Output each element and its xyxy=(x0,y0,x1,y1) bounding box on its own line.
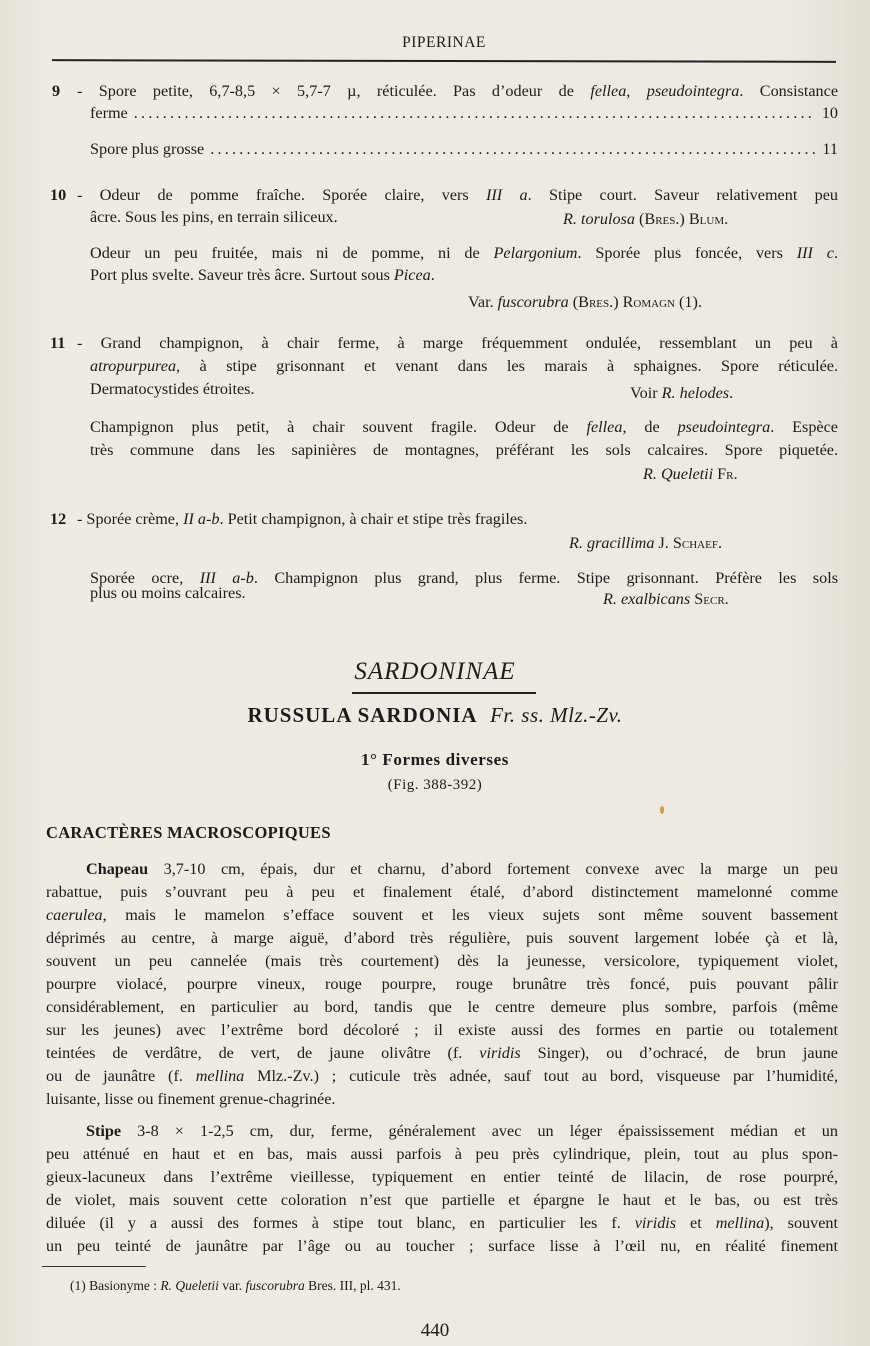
text: 3-8 × 1-2,5 cm, dur, ferme, généralement avec un léger épaississement médian et un xyxy=(121,1122,838,1140)
ref-helodes xyxy=(630,382,733,404)
couplet-9-line-1 xyxy=(77,80,838,102)
text: Var. xyxy=(468,293,498,311)
taxon: Picea xyxy=(393,266,431,284)
text: Champignon plus petit, à chair souvent fragile. Odeur de xyxy=(90,418,587,436)
footnote-rule xyxy=(42,1266,146,1267)
couplet-10-alt-line-2 xyxy=(90,264,435,286)
text: III c xyxy=(796,244,834,262)
taxon: R. Queletii xyxy=(643,465,714,483)
text: III a xyxy=(486,186,528,204)
taxon: fuscorubra xyxy=(497,293,569,311)
chapeau-line-2: rabattue, puis s’ouvrant peu à peu et finalement étalé, d’abord distinctement mamelonné comme xyxy=(46,883,838,901)
text: ferme xyxy=(90,104,128,122)
taxon: mellina xyxy=(715,1214,765,1232)
section-title: SARDONINAE xyxy=(354,658,516,685)
taxon: atropurpurea xyxy=(90,357,177,375)
taxon-fuscorubra xyxy=(468,291,702,313)
couplet-12-line-1 xyxy=(77,508,527,530)
text: var. xyxy=(218,1278,246,1293)
taxon-torulosa xyxy=(563,208,728,230)
couplet-11-line-2 xyxy=(90,355,838,377)
text: . Sporée plus foncée, vers xyxy=(577,244,797,262)
chapeau-line-9 xyxy=(46,1042,838,1064)
text: , mais le mamelon s’efface souvent et les vieux sujets sont même souvent bassement xyxy=(102,906,838,924)
footnote xyxy=(70,1278,401,1294)
chapeau-line-1 xyxy=(86,858,838,880)
header-rule xyxy=(52,59,836,63)
chapeau-line-6: pourpre violacé, pourpre vineux, rouge pourpre, rouge brunâtre très foncé, puis pouvant pâlir xyxy=(46,975,838,993)
taxon: pseudointegra xyxy=(646,82,740,100)
couplet-11-line-1: - Grand champignon, à chair ferme, à marge fréquemment ondulée, ressemblant un peu à xyxy=(77,334,838,352)
couplet-9-alt xyxy=(90,138,838,160)
text: ou de jaunâtre (f. xyxy=(46,1067,196,1085)
text: Spore plus grosse xyxy=(90,140,205,158)
text: et xyxy=(676,1214,716,1232)
text: . xyxy=(729,384,734,402)
text: Odeur un peu fruitée, mais ni de pomme, ni de xyxy=(90,244,494,262)
taxon-queletii xyxy=(643,463,738,485)
text: diluée (il y a aussi des formes à stipe tout blanc, en particulier les f. xyxy=(46,1214,635,1232)
stipe-line-6: un peu teinté de jaunâtre par l’âge ou au toucher ; surface lisse à l’œil nu, en réalité finement xyxy=(46,1237,838,1255)
leader-dots xyxy=(134,102,816,124)
text: . Stipe court. Saveur relativement peu xyxy=(527,186,839,204)
stipe-label: Stipe xyxy=(86,1122,122,1140)
text: , de xyxy=(622,418,678,436)
taxon: fuscorubra xyxy=(245,1278,305,1293)
text: Mlz.-Zv.) ; cuticule très adnée, sauf tout au bord, visqueuse par l’humidité, xyxy=(244,1067,839,1085)
chapeau-line-5: souvent un peu cannelée (mais très courtement) dès la jeunesse, versicolore, typiquement violet, xyxy=(46,952,838,970)
text: 3,7-10 cm, épais, dur et charnu, d’abord fortement convexe avec la marge un peu xyxy=(148,860,838,878)
chapeau-line-7: considérablement, en particulier au bord, tandis que le centre demeure plus sombre, parfois (même xyxy=(46,998,838,1016)
author: J. Schaef. xyxy=(654,534,722,552)
taxon: R. helodes xyxy=(661,384,730,402)
text: - Spore petite, 6,7-8,5 × 5,7-7 µ, réticulée. Pas d’odeur de xyxy=(77,82,591,100)
species-name: RUSSULA SARDONIA xyxy=(247,703,478,727)
stipe-line-2: peu atténué en haut et en bas, mais aussi parfois à peu près cylindrique, plein, tout au plus spon- xyxy=(46,1145,838,1163)
species-heading xyxy=(0,703,870,728)
taxon: R. Queletii xyxy=(160,1278,219,1293)
running-head: PIPERINAE xyxy=(402,34,486,51)
text: teintées de verdâtre, de vert, de jaune olivâtre (f. xyxy=(46,1044,480,1062)
chapeau-line-3 xyxy=(46,904,838,926)
taxon: Pelargonium xyxy=(493,244,578,262)
text: . Petit champignon, à chair et stipe très fragiles. xyxy=(219,510,528,528)
taxon-exalbicans xyxy=(603,588,729,610)
text: Port plus svelte. Saveur très âcre. Surtout sous xyxy=(90,266,394,284)
couplet-11-line-3: Dermatocystides étroites. xyxy=(90,380,255,398)
taxon: viridis xyxy=(479,1044,521,1062)
figure-reference[interactable]: (Fig. 388-392) xyxy=(387,777,483,793)
couplet-number-12: 12 xyxy=(50,510,67,528)
macro-heading: CARACTÈRES MACROSCOPIQUES xyxy=(46,823,331,842)
couplet-link-11[interactable]: 11 xyxy=(822,140,838,158)
couplet-9-line-2 xyxy=(90,102,838,124)
author: (Bres.) Romagn xyxy=(568,293,675,311)
author: (Bres.) xyxy=(634,210,689,228)
couplet-12-alt-line-2: plus ou moins calcaires. xyxy=(90,584,246,602)
couplet-link-10[interactable]: 10 xyxy=(821,104,838,122)
text: Singer), ou d’ochracé, de brun jaune xyxy=(520,1044,838,1062)
species-author: Fr. ss. Mlz.-Zv. xyxy=(490,703,623,727)
chapeau-line-8: sur les jeunes) avec l’extrême bord décoloré ; il existe aussi des formes en partie ou totalement xyxy=(46,1021,838,1039)
taxon: caerulea xyxy=(46,906,103,924)
couplet-number-11: 11 xyxy=(50,334,66,352)
taxon: R. torulosa xyxy=(563,210,635,228)
paper-stain xyxy=(660,806,664,814)
couplet-10-line-1 xyxy=(77,184,838,206)
text: . xyxy=(833,244,839,262)
text: . xyxy=(430,266,435,284)
author: Secr. xyxy=(690,590,729,608)
taxon: fellea xyxy=(590,82,627,100)
stipe-line-4: de violet, mais souvent cette coloration n’est que partielle et épargne le haut et le bas, ou est très xyxy=(46,1191,838,1209)
text: . Espèce xyxy=(770,418,838,436)
taxon: pseudointegra xyxy=(677,418,771,436)
text: . Consistance xyxy=(739,82,839,100)
text: ), souvent xyxy=(764,1214,839,1232)
text: , xyxy=(626,82,647,100)
chapeau-line-10 xyxy=(46,1065,838,1087)
text: II a-b xyxy=(183,510,220,528)
couplet-10-line-2: âcre. Sous les pins, en terrain siliceux. xyxy=(90,208,338,226)
stipe-line-3: gieux-lacuneux dans l’extrême vieillesse, typiquement en entier teinté de lilacin, de rose pourpré, xyxy=(46,1168,838,1186)
taxon: R. exalbicans xyxy=(603,590,691,608)
taxon: fellea xyxy=(586,418,623,436)
author: Fr. xyxy=(713,465,738,483)
section-rule xyxy=(352,692,536,694)
couplet-number-10: 10 xyxy=(50,186,67,204)
text: (1) Basionyme : xyxy=(70,1278,161,1293)
couplet-10-alt-line-1 xyxy=(90,242,838,264)
stipe-line-1 xyxy=(86,1120,838,1142)
taxon-gracillima xyxy=(569,532,722,554)
text: . Champignon plus grand, plus ferme. Stipe grisonnant. Préfère les sols xyxy=(253,569,838,587)
page-number: 440 xyxy=(420,1320,450,1341)
text: - Sporée crème, xyxy=(77,510,184,528)
text: Bres. III, pl. 431. xyxy=(304,1278,401,1293)
text: Sporée ocre, xyxy=(90,569,200,587)
leader-dots xyxy=(210,138,816,160)
text: , à stipe grisonnant et venant dans les marais à sphaignes. Spore réticulée. xyxy=(176,357,838,375)
couplet-11-alt-line-1 xyxy=(90,416,838,438)
subheading: 1° Formes diverses xyxy=(361,750,509,769)
couplet-number-9: 9 xyxy=(52,82,61,100)
chapeau-line-11: luisante, lisse ou finement grenue-chagrinée. xyxy=(46,1090,336,1108)
author: Blum. xyxy=(688,210,729,228)
taxon: R. gracillima xyxy=(569,534,655,552)
text: Voir xyxy=(630,384,662,402)
taxon: viridis xyxy=(634,1214,677,1232)
stipe-line-5 xyxy=(46,1212,838,1234)
taxon: mellina xyxy=(195,1067,245,1085)
couplet-11-alt-line-2: très commune dans les sapinières de montagnes, préférant les sols calcaires. Spore piquetée. xyxy=(90,441,838,459)
footnote-ref[interactable]: (1). xyxy=(674,293,702,311)
chapeau-line-4: déprimés au centre, à marge aiguë, d’abord très régulière, puis souvent largement lobée çà et là, xyxy=(46,929,838,947)
chapeau-label: Chapeau xyxy=(86,860,149,878)
text: - Odeur de pomme fraîche. Sporée claire, vers xyxy=(77,186,487,204)
text: III a-b xyxy=(199,569,254,587)
